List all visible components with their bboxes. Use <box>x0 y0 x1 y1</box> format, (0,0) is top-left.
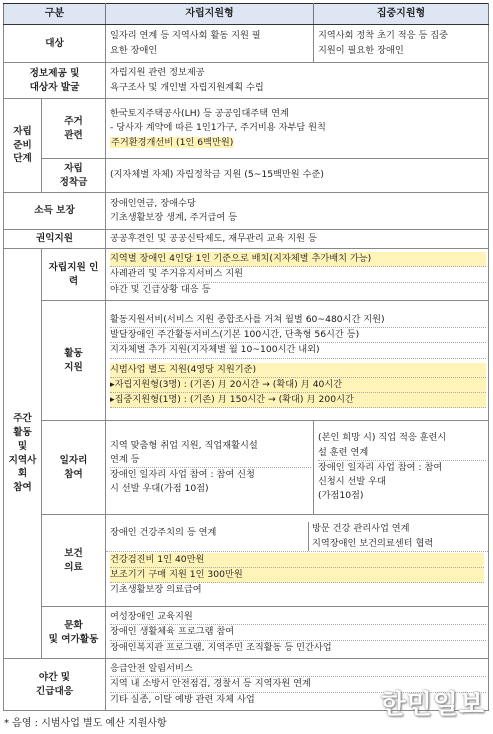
row-label-settlement: 자립 정착금 <box>42 159 106 193</box>
culture-cell: 여성장애인 교육지원 장애인 생활체육 프로그램 참여 장애인복지관 프로그램, 지역주민 조직활동 등 민간사업 <box>106 607 489 659</box>
table-row <box>4 159 489 193</box>
table-row <box>4 99 489 159</box>
table-row <box>4 607 489 659</box>
checkup-cost-highlight: 건강검진비 1인 40만원 <box>110 553 484 568</box>
table-header-row <box>4 4 489 25</box>
staff-allocation-highlight: 지역별 장애인 4인당 1인 기준으로 배치(지자체별 추가배치 가능) <box>110 252 486 267</box>
table-row <box>4 249 489 301</box>
header-self-support: 자립지원형 <box>106 4 314 25</box>
row-label-staff: 자립지원 인 력 <box>42 249 106 301</box>
income-cell: 장애인연금, 장애수당 기초생활보장 생계, 주거급여 등 <box>106 193 489 230</box>
header-intensive-support: 집중지원형 <box>314 4 489 25</box>
activity-cell: 활동지원서비(서비스 지원 종합조사를 거쳐 월별 60~480시간 지원) 발달장애인 주간활동서비스(기본 100시간, 단축형 56시간 등) 지자체별 추가 지원(지자체별 월 10~100시간 내외) 시범사업 별도 지원(4영당 지원기준) ▸자립지원형(3명) : (기존) 月 20시간 → (확대) 月 40시간 ▸집중지원형(1명) : (기존) 月 150시간 → (확대) 月 200시간 <box>106 301 489 421</box>
jobs-self-cell: 지역 맞춤형 취업 지원, 직업재활시설 연계 등 장애인 일자리 사업 참여 : 참여 신청 시 선발 우대(가점 10점) <box>106 421 314 515</box>
row-label-target: 대상 <box>4 25 106 63</box>
row-label-housing: 주거 관련 <box>42 99 106 159</box>
row-label-income: 소득 보장 <box>4 193 106 230</box>
health-cell: 장애인 건강주치의 등 연계 방문 건강 관리사업 연계 지역장애인 보건의료센터 협력 건강검진비 1인 40만원 보조기기 구매 지원 1인 300만원 기초생활보장 의료급여 <box>106 515 489 607</box>
row-label-info: 정보제공 및 대상자 발굴 <box>4 63 106 99</box>
row-label-culture: 문화 및 여가활동 <box>42 607 106 659</box>
row-label-night-emergency: 야간 및 긴급대응 <box>4 659 106 711</box>
table-row <box>4 515 489 607</box>
table-row <box>4 25 489 63</box>
row-label-health: 보건 의료 <box>42 515 106 607</box>
target-intensive-cell: 지역사회 정착 초기 적응 등 집중 지원이 필요한 장애인 <box>314 25 489 63</box>
row-label-jobs: 일자리 참여 <box>42 421 106 515</box>
row-label-rights: 권익지원 <box>4 230 106 249</box>
table-row <box>4 301 489 421</box>
table-row <box>4 230 489 249</box>
health-intensive: 방문 건강 관리사업 연계 지역장애인 보건의료센터 협력 <box>312 523 434 549</box>
footnote: * 음영 : 시범사업 별도 예산 지원사항 <box>4 718 167 729</box>
info-cell: 자립지원 관련 정보제공 욕구조사 및 개인별 자립지원계획 수립 <box>106 63 489 99</box>
table-row <box>4 63 489 99</box>
target-self-cell: 일자리 연계 등 지역사회 활동 지원 필 요한 장애인 <box>106 25 314 63</box>
jobs-intensive-cell: (본인 희망 시) 직업 적응 훈련시 설 훈련 연계 장애인 일자리 사업 참여 : 참여 신청시 선발 우대 (가점10점) <box>314 421 489 515</box>
support-table <box>3 3 488 711</box>
rights-cell: 공공후견인 및 공공신탁제도, 재무관리 교육 지원 등 <box>106 230 489 249</box>
assistive-device-highlight: 보조기기 구매 지원 1인 300만원 <box>110 568 484 583</box>
night-cell: 응급안전 알림서비스 지역 내 소방서 안전점검, 경찰서 등 지역자원 연계 기타 실종, 이탈 예방 관련 자체 사업 <box>106 659 489 711</box>
health-self: 장애인 건강주치의 등 연계 <box>106 522 309 551</box>
row-label-daytime-activity: 주간 활동 및 지역사 회 참여 <box>4 249 42 659</box>
housing-improvement-highlight: 주거환경개선비 (1인 6백만원) <box>111 136 234 148</box>
housing-cell: 한국토지주택공사(LH) 등 공공임대주택 연계 - 당사자 계약에 따른 1인1가구, 주거비용 자부담 원칙 주거환경개선비 (1인 6백만원) <box>106 99 489 159</box>
watermark-logo: 한민일보 <box>380 690 485 720</box>
table-row <box>4 193 489 230</box>
table-row <box>4 421 489 515</box>
pilot-support-box: 시범사업 별도 지원(4영당 지원기준) ▸자립지원형(3명) : (기존) 月 20시간 → (확대) 月 40시간 ▸집중지원형(1명) : (기존) 月 150시간 → (확대) 月 200시간 <box>110 363 486 409</box>
row-label-activity: 활동 지원 <box>42 301 106 421</box>
staff-cell: 지역별 장애인 4인당 1인 기준으로 배치(지자체별 추가배치 가능) 사례관리 및 주거유지서비스 지원 야간 및 긴급상황 대응 등 <box>106 249 489 301</box>
header-category: 구분 <box>4 4 106 25</box>
row-label-independence-prep: 자립 준비 단계 <box>4 99 42 193</box>
settlement-cell: (지자체별 자체) 자립정착금 지원 (5~15백만원 수준) <box>106 159 489 193</box>
